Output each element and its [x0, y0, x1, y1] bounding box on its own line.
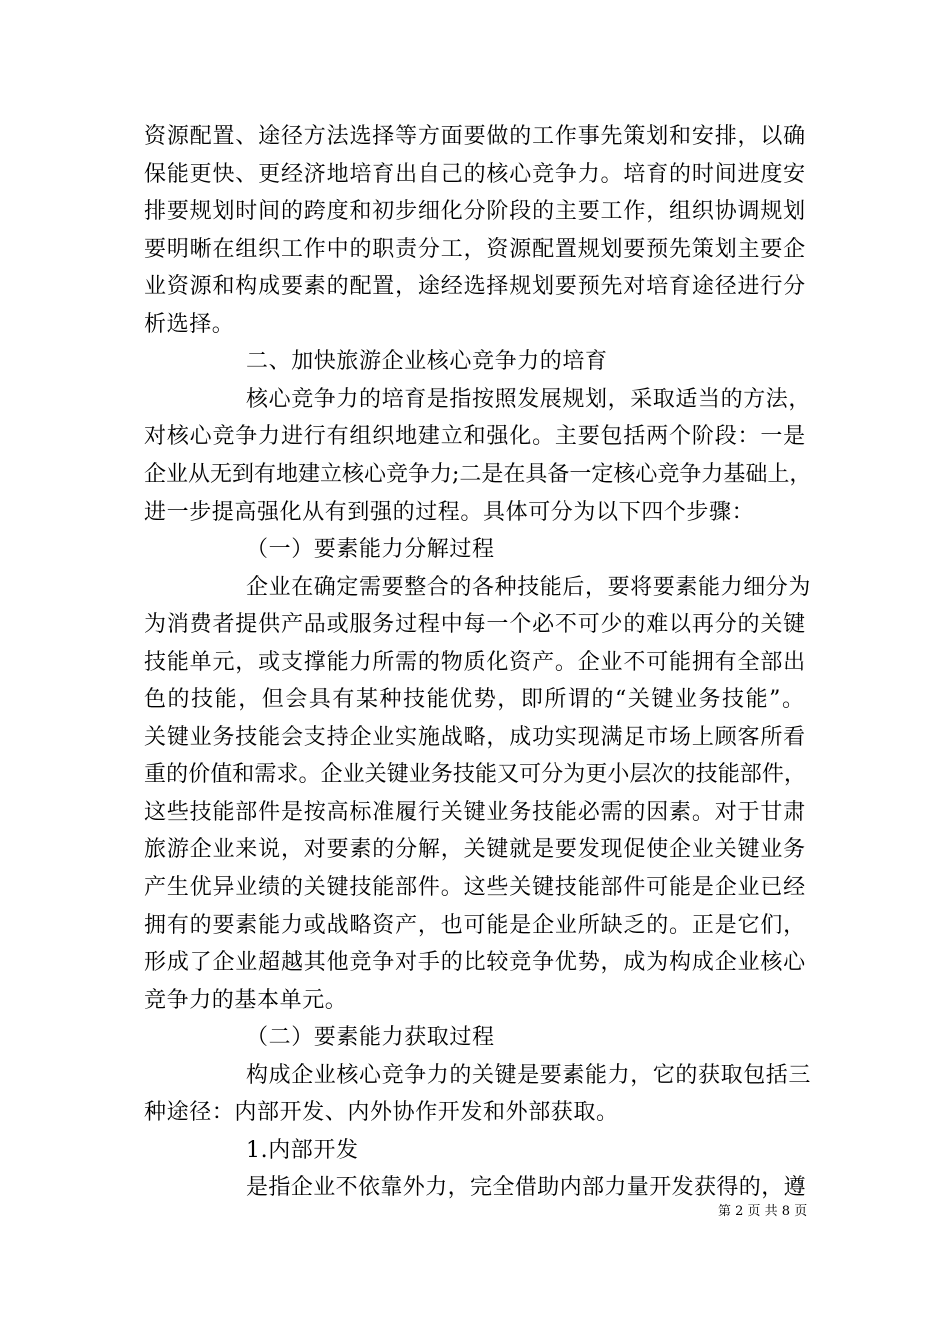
text-line: 二、加快旅游企业核心竞争力的培育: [246, 349, 608, 375]
text-line: 色的技能，但会具有某种技能优势，即所谓的“关键业务技能”。: [144, 687, 806, 713]
text-line: 种途径：内部开发、内外协作开发和外部获取。: [144, 1100, 619, 1126]
text-line: 1.内部开发: [246, 1137, 359, 1163]
text-line: 要明晰在组织工作中的职责分工，资源配置规划要预先策划主要企: [144, 236, 807, 262]
text-line: 构成企业核心竞争力的关键是要素能力，它的获取包括三: [246, 1062, 812, 1088]
text-line: 业资源和构成要素的配置，途经选择规划要预先对培育途径进行分: [144, 274, 807, 300]
text-line: 企业从无到有地建立核心竞争力;二是在具备一定核心竞争力基础上，: [144, 461, 812, 487]
text-line: 竞争力的基本单元。: [144, 987, 348, 1013]
text-line: 为消费者提供产品或服务过程中每一个必不可少的难以再分的关键: [144, 612, 807, 638]
text-line: 资源配置、途径方法选择等方面要做的工作事先策划和安排，以确: [144, 124, 807, 149]
text-line: 析选择。: [144, 311, 235, 337]
text-line: 进一步提高强化从有到强的过程。具体可分为以下四个步骤：: [144, 499, 755, 525]
text-line: 对核心竞争力进行有组织地建立和强化。主要包括两个阶段：一是: [144, 424, 807, 450]
page-footer: 第 2 页 共 8 页: [718, 1204, 808, 1219]
text-line: 产生优异业绩的关键技能部件。这些关键技能部件可能是企业已经: [144, 875, 807, 900]
text-line: 企业在确定需要整合的各种技能后，要将要素能力细分为: [246, 574, 812, 600]
text-line: 这些技能部件是按高标准履行关键业务技能必需的因素。对于甘肃: [144, 799, 807, 825]
text-line: 排要规划时间的跨度和初步细化分阶段的主要工作，组织协调规划: [144, 199, 807, 225]
text-line: 技能单元，或支撑能力所需的物质化资产。企业不可能拥有全部出: [144, 649, 807, 675]
text-line: 关键业务技能会支持企业实施战略，成功实现满足市场上顾客所看: [144, 724, 807, 750]
text-line: 重的价值和需求。企业关键业务技能又可分为更小层次的技能部件，: [144, 762, 807, 788]
text-line: 拥有的要素能力或战略资产，也可能是企业所缺乏的。正是它们，: [144, 912, 807, 938]
text-line: （二）要素能力获取过程: [246, 1025, 495, 1051]
text-line: 核心竞争力的培育是指按照发展规划，采取适当的方法，: [246, 386, 812, 412]
text-line: 形成了企业超越其他竞争对手的比较竞争优势，成为构成企业核心: [144, 950, 807, 976]
text-line: （一）要素能力分解过程: [246, 537, 495, 563]
text-line: 保能更快、更经济地培育出自己的核心竞争力。培育的时间进度安: [144, 161, 807, 187]
text-line: 旅游企业来说，对要素的分解，关键就是要发现促使企业关键业务: [144, 837, 807, 863]
text-line: 是指企业不依靠外力，完全借助内部力量开发获得的，遵: [246, 1175, 807, 1201]
